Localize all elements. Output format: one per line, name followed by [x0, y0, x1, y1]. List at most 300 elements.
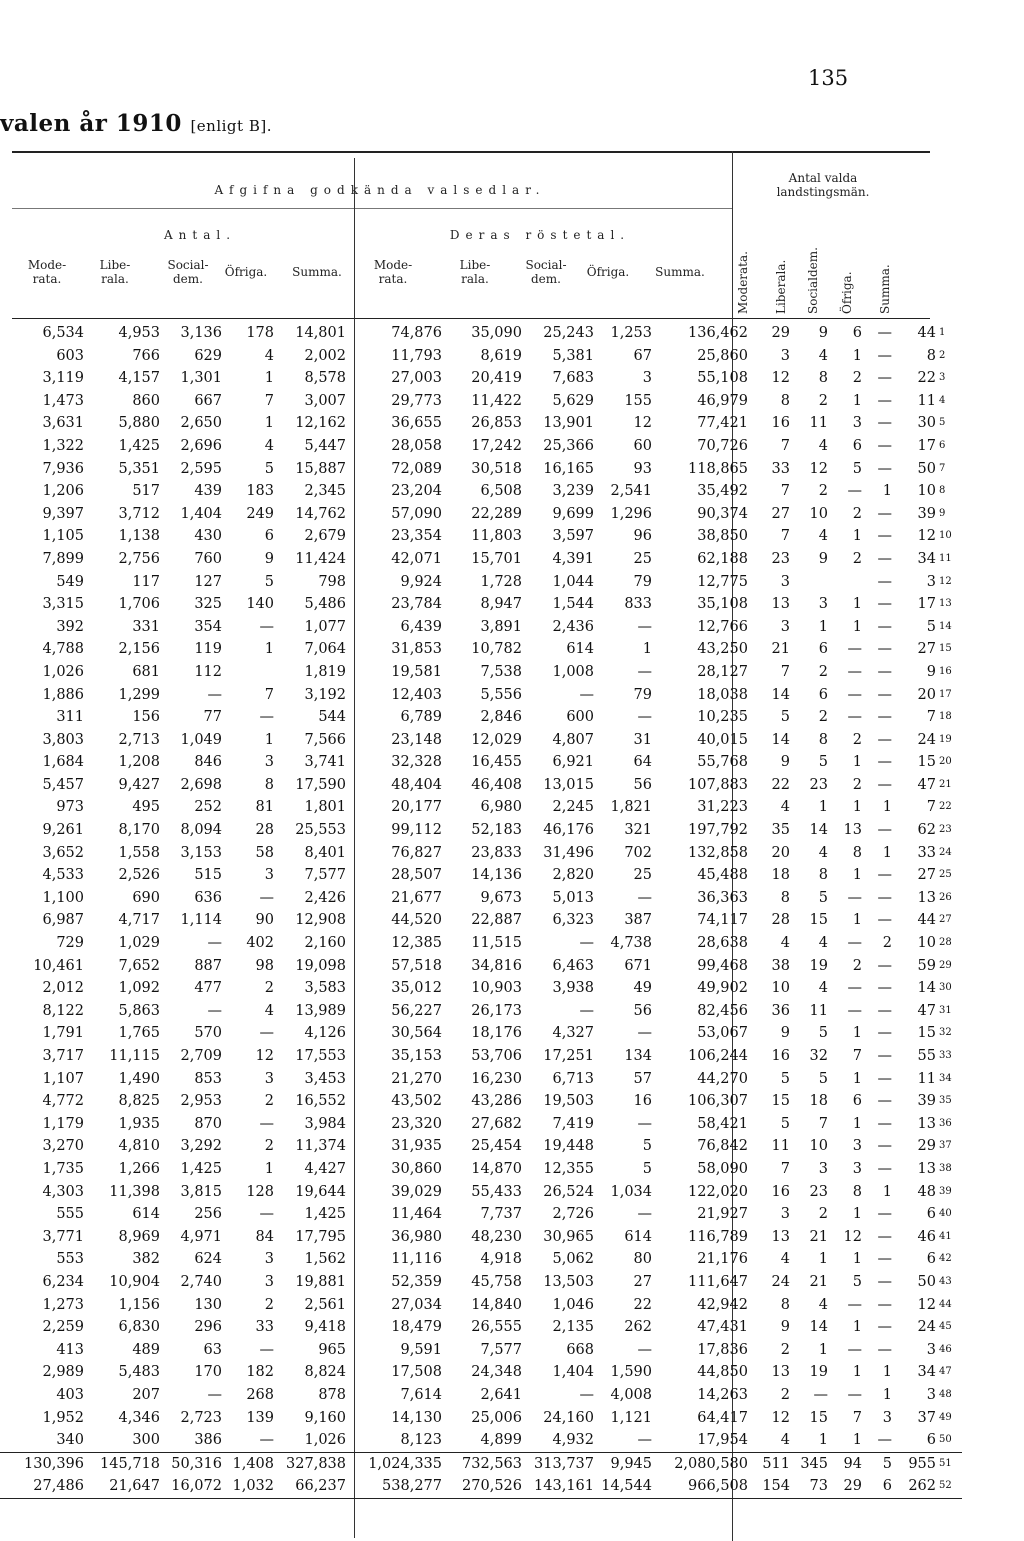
table-cell: 3,803 [42, 731, 84, 748]
table-cell: 1,299 [118, 686, 160, 703]
table-cell: 4 [818, 528, 828, 545]
table-cell: — [637, 618, 652, 635]
table-cell: 15 [917, 1025, 936, 1042]
table-cell: 55 [917, 1048, 936, 1064]
table-cell: 21 [809, 1273, 828, 1290]
row-number: 28 [939, 937, 952, 949]
row-number: 13 [939, 598, 952, 610]
table-cell: 48,230 [471, 1228, 522, 1245]
table-cell: 35,153 [391, 1048, 442, 1064]
table-cell: 27 [771, 505, 790, 522]
table-cell: 311 [56, 709, 84, 726]
table-cell: — [847, 1386, 862, 1403]
table-cell: 96 [633, 528, 652, 545]
table-cell: 2 [818, 483, 828, 500]
table-cell: — [877, 1273, 892, 1290]
table-cell: 23,204 [391, 483, 442, 500]
table-cell: 3 [264, 1251, 274, 1268]
table-cell: 46,408 [471, 776, 522, 793]
row-number: 49 [939, 1411, 952, 1423]
table-cell: 9 [818, 325, 828, 341]
table-cell: 1 [852, 912, 862, 929]
table-cell: 7,419 [552, 1115, 594, 1132]
table-cell: 2,846 [480, 709, 522, 726]
table-cell: 8,824 [304, 1364, 346, 1381]
table-cell: 1,208 [118, 754, 160, 771]
table-cell: 668 [566, 1341, 594, 1358]
table-cell: — [877, 1160, 892, 1177]
table-cell: 8 [818, 731, 828, 748]
table-cell: 143,161 [522, 1475, 594, 1498]
table-cell: 331 [132, 618, 160, 635]
table-cell: 3 [882, 1409, 892, 1426]
table-cell: 12,029 [471, 731, 522, 748]
table-row [0, 1203, 962, 1226]
table-cell: 38,850 [697, 528, 748, 545]
table-cell: 4 [780, 935, 790, 952]
header-votes: Deras röstetal. [449, 228, 631, 242]
table-cell: 1,034 [610, 1183, 652, 1200]
table-cell: 2,723 [180, 1409, 222, 1426]
table-cell: 32,328 [391, 754, 442, 771]
table-cell: 1 [882, 483, 892, 500]
table-cell: 3 [780, 573, 790, 590]
table-cell: 73 [790, 1475, 828, 1498]
table-cell: 4 [264, 437, 274, 454]
table-cell: 955 [892, 1452, 936, 1475]
table-cell: 3,741 [304, 754, 346, 771]
table-row [0, 638, 962, 661]
table-cell: 690 [132, 889, 160, 906]
table-cell: 22,887 [471, 912, 522, 929]
table-cell: 760 [194, 550, 222, 567]
table-cell: 2,726 [552, 1206, 594, 1223]
table-cell: 47 [917, 1002, 936, 1019]
table-cell: 18 [809, 1093, 828, 1110]
table-cell: 14,801 [295, 325, 346, 341]
election-table [0, 322, 962, 1499]
table-cell: 112 [194, 663, 222, 680]
row-number: 34 [939, 1072, 952, 1084]
table-cell: 1 [852, 1364, 862, 1381]
table-cell: 7,577 [304, 867, 346, 884]
table-cell: 4 [818, 1296, 828, 1313]
votes-col-4: Öfriga. [586, 265, 630, 279]
table-cell: 25,243 [543, 325, 594, 341]
row-number: 15 [939, 643, 952, 655]
table-cell: 11,398 [109, 1183, 160, 1200]
table-cell: 729 [56, 935, 84, 952]
table-cell: 1 [818, 1341, 828, 1358]
table-cell: 8 [852, 1183, 862, 1200]
table-cell: 354 [194, 618, 222, 635]
table-cell: 16 [771, 415, 790, 432]
table-cell: — [877, 980, 892, 997]
row-number: 18 [939, 711, 952, 723]
table-cell: 11,115 [109, 1048, 160, 1064]
table-cell: 23 [771, 550, 790, 567]
table-cell: 1 [852, 596, 862, 613]
table-cell: — [877, 347, 892, 364]
table-cell: 98 [255, 957, 274, 974]
table-cell: — [637, 1206, 652, 1223]
table-cell: 5 [264, 460, 274, 477]
table-cell: 7 [852, 1409, 862, 1426]
table-cell: 2,709 [180, 1048, 222, 1064]
table-cell: 8,123 [400, 1432, 442, 1449]
table-row [0, 684, 962, 707]
top-rule [12, 151, 930, 153]
table-cell: 5 [852, 460, 862, 477]
table-cell: 603 [56, 347, 84, 364]
table-cell: 544 [318, 709, 346, 726]
table-cell: 27 [917, 867, 936, 884]
table-cell: 12,162 [295, 415, 346, 432]
table-row [0, 1248, 962, 1271]
table-cell: 34 [917, 1364, 936, 1381]
table-cell: 25 [633, 867, 652, 884]
table-cell: 3 [264, 1273, 274, 1290]
row-number: 25 [939, 869, 952, 881]
table-cell: 106,307 [688, 1093, 748, 1110]
table-cell: — [579, 1002, 594, 1019]
table-cell: 70,726 [697, 437, 748, 454]
table-cell: 614 [566, 641, 594, 658]
table-cell: 12 [633, 415, 652, 432]
table-cell: 27,034 [391, 1296, 442, 1313]
row-number: 14 [939, 620, 952, 632]
table-cell: 2,259 [42, 1319, 84, 1336]
table-cell: 1,408 [222, 1452, 274, 1475]
table-cell: 2,436 [552, 618, 594, 635]
table-cell: 39,029 [391, 1183, 442, 1200]
table-cell: 10,782 [471, 641, 522, 658]
table-cell: 9,673 [480, 889, 522, 906]
table-cell: 966,508 [652, 1475, 752, 1498]
table-cell: 3,652 [42, 844, 84, 861]
table-cell: — [847, 709, 862, 726]
table-cell: 15 [809, 1409, 828, 1426]
table-cell: 127 [194, 573, 222, 590]
table-cell: 7,064 [304, 641, 346, 658]
table-cell: 4 [818, 980, 828, 997]
row-number: 8 [939, 485, 946, 497]
table-row [0, 345, 962, 368]
table-cell: 2,156 [118, 641, 160, 658]
table-cell: 6,830 [118, 1319, 160, 1336]
table-cell: 6 [926, 1251, 936, 1268]
row-number: 21 [939, 778, 952, 790]
table-row [0, 909, 962, 932]
table-cell: — [637, 1341, 652, 1358]
table-cell: 3,007 [304, 392, 346, 409]
table-cell: 1 [852, 799, 862, 816]
table-cell: 1 [852, 1206, 862, 1223]
table-cell: 53,706 [471, 1048, 522, 1064]
table-cell: 667 [194, 392, 222, 409]
table-row [0, 955, 962, 978]
table-cell: — [877, 686, 892, 703]
table-cell: 7 [926, 799, 936, 816]
table-cell: 4,772 [42, 1093, 84, 1110]
table-cell: 42,071 [391, 550, 442, 567]
table-cell: 9,591 [400, 1341, 442, 1358]
table-cell: 11,464 [391, 1206, 442, 1223]
table-cell: 136,462 [688, 325, 748, 341]
table-cell: — [877, 957, 892, 974]
table-cell: 154 [752, 1475, 790, 1498]
table-cell: 7,577 [480, 1341, 522, 1358]
table-cell: — [847, 483, 862, 500]
table-row [0, 525, 962, 548]
table-cell: 1 [264, 731, 274, 748]
table-cell: 1,032 [222, 1475, 274, 1498]
row-number: 32 [939, 1027, 952, 1039]
table-cell: 35,108 [697, 596, 748, 613]
table-cell: 1,121 [610, 1409, 652, 1426]
table-cell: 82,456 [697, 1002, 748, 1019]
table-cell: 2 [818, 1206, 828, 1223]
table-cell: 21,270 [391, 1070, 442, 1087]
table-row [0, 1090, 962, 1113]
row-number: 36 [939, 1117, 952, 1129]
table-cell: 16,165 [543, 460, 594, 477]
table-body [0, 322, 962, 1498]
table-cell: 965 [318, 1341, 346, 1358]
table-cell: — [637, 663, 652, 680]
header-count: Antal. [163, 228, 237, 242]
table-cell: 8 [852, 844, 862, 861]
table-cell: 18,038 [697, 686, 748, 703]
table-cell: 23,148 [391, 731, 442, 748]
table-cell: 13 [771, 1228, 790, 1245]
table-cell: 430 [194, 528, 222, 545]
table-cell: — [847, 980, 862, 997]
table-cell: 28,127 [697, 663, 748, 680]
table-row [0, 932, 962, 955]
table-cell: 629 [194, 347, 222, 364]
table-cell: 10 [917, 935, 936, 952]
table-cell: 1,253 [610, 325, 652, 341]
table-cell: 21 [809, 1228, 828, 1245]
table-cell: 321 [624, 822, 652, 839]
table-cell: 1,008 [552, 663, 594, 680]
table-cell: 140 [246, 596, 274, 613]
row-number: 39 [939, 1185, 952, 1197]
row-number: 3 [939, 372, 946, 384]
table-cell: 17 [917, 596, 936, 613]
table-cell: 2,012 [42, 980, 84, 997]
table-cell: 39 [917, 505, 936, 522]
table-cell: 2,820 [552, 867, 594, 884]
table-cell: 80 [633, 1251, 652, 1268]
table-cell: 17,242 [471, 437, 522, 454]
table-cell: 517 [132, 483, 160, 500]
table-row [0, 616, 962, 639]
table-cell: 31 [633, 731, 652, 748]
row-number: 50 [939, 1434, 952, 1446]
table-row [0, 571, 962, 594]
table-cell: 798 [318, 573, 346, 590]
table-cell: 20 [771, 844, 790, 861]
table-cell: 8,947 [480, 596, 522, 613]
table-cell: 50 [917, 460, 936, 477]
table-cell: 12,775 [697, 573, 748, 590]
table-cell: — [877, 754, 892, 771]
table-cell: 2 [852, 370, 862, 387]
table-cell: 2 [818, 709, 828, 726]
page-number: 135 [808, 66, 849, 90]
table-cell: — [579, 1386, 594, 1403]
table-cell: 9 [780, 1319, 790, 1336]
table-cell: 10 [917, 483, 936, 500]
table-cell: 56,227 [391, 1002, 442, 1019]
table-cell: 10 [809, 1138, 828, 1155]
table-cell: 5 [780, 1115, 790, 1132]
table-cell: 5,447 [304, 437, 346, 454]
table-cell: 6 [926, 1206, 936, 1223]
table-cell: — [259, 1432, 274, 1449]
table-cell: 11 [809, 1002, 828, 1019]
table-cell: 6,323 [552, 912, 594, 929]
table-cell: 26,555 [471, 1319, 522, 1336]
table-cell: 27 [917, 641, 936, 658]
table-cell: 119 [194, 641, 222, 658]
table-cell: 30,965 [543, 1228, 594, 1245]
table-cell: 74,117 [697, 912, 748, 929]
row-number: 10 [939, 530, 952, 542]
table-cell: 12 [255, 1048, 274, 1064]
table-cell: 67 [633, 347, 652, 364]
table-cell: 11,422 [471, 392, 522, 409]
table-cell: 5,556 [480, 686, 522, 703]
table-cell: 624 [194, 1251, 222, 1268]
table-cell: 7,614 [400, 1386, 442, 1403]
table-cell: 25,006 [471, 1409, 522, 1426]
table-cell: 833 [624, 596, 652, 613]
table-cell: 5,351 [118, 460, 160, 477]
row-number: 12 [939, 575, 952, 587]
table-cell: 2,679 [304, 528, 346, 545]
table-cell: 49,902 [697, 980, 748, 997]
table-cell: 38 [771, 957, 790, 974]
elected-col-2: Liberala. [774, 259, 788, 314]
table-cell: 1,728 [480, 573, 522, 590]
table-cell: 5 [926, 618, 936, 635]
table-cell: 7,652 [118, 957, 160, 974]
table-cell: 2 [818, 392, 828, 409]
table-cell: 1,791 [42, 1025, 84, 1042]
table-cell: 22,289 [471, 505, 522, 522]
table-cell: 58,421 [697, 1115, 748, 1132]
row-number: 29 [939, 959, 952, 971]
table-cell: 7 [818, 1115, 828, 1132]
table-cell: 4 [818, 935, 828, 952]
table-cell: 5 [852, 1273, 862, 1290]
table-cell: 1,100 [42, 889, 84, 906]
table-cell: 13 [917, 1160, 936, 1177]
table-cell: 77 [203, 709, 222, 726]
table-cell: 22 [917, 370, 936, 387]
table-cell: 32 [809, 1048, 828, 1064]
table-cell: — [207, 1002, 222, 1019]
table-cell: 55,108 [697, 370, 748, 387]
elected-col-4: Öfriga. [840, 271, 854, 314]
table-cell: 2 [264, 1138, 274, 1155]
table-cell: — [847, 1296, 862, 1313]
table-cell: 3,717 [42, 1048, 84, 1064]
table-cell: 7,936 [42, 460, 84, 477]
table-cell: 511 [752, 1452, 790, 1475]
table-cell: 28 [255, 822, 274, 839]
table-row [0, 887, 962, 910]
table-cell: 14 [771, 686, 790, 703]
table-cell: 29 [828, 1475, 862, 1498]
table-cell: 48,404 [391, 776, 442, 793]
table-cell: 1 [852, 1025, 862, 1042]
table-cell: 10 [771, 980, 790, 997]
table-cell: 327,838 [274, 1452, 350, 1475]
table-cell: 6,534 [42, 325, 84, 341]
table-row [0, 1271, 962, 1294]
table-cell: 1 [882, 844, 892, 861]
table-cell: 5 [818, 1070, 828, 1087]
table-cell: 16,455 [471, 754, 522, 771]
table-cell: 28,507 [391, 867, 442, 884]
table-cell: — [877, 1025, 892, 1042]
table-cell: 3,239 [552, 483, 594, 500]
table-cell: 182 [246, 1364, 274, 1381]
table-cell: 3 [818, 596, 828, 613]
table-row [0, 1361, 962, 1384]
table-cell: 9 [818, 550, 828, 567]
votes-col-2: Libe-rala. [459, 258, 491, 286]
table-cell: 9,418 [304, 1319, 346, 1336]
table-row [0, 548, 962, 571]
table-cell: 6,789 [400, 709, 442, 726]
table-cell: — [847, 889, 862, 906]
table-cell: 2 [264, 1093, 274, 1110]
table-cell: 5,483 [118, 1364, 160, 1381]
table-cell: 2,740 [180, 1273, 222, 1290]
table-cell: 3 [780, 1206, 790, 1223]
table-cell: 24,348 [471, 1364, 522, 1381]
table-cell: 2 [264, 980, 274, 997]
table-cell: 1,138 [118, 528, 160, 545]
table-cell: 122,020 [688, 1183, 748, 1200]
table-cell: 7 [780, 437, 790, 454]
table-cell: 2 [882, 935, 892, 952]
table-cell: 12,908 [295, 912, 346, 929]
count-col-5: Summa. [292, 265, 342, 279]
table-cell: 1 [264, 641, 274, 658]
table-cell: 4,327 [552, 1025, 594, 1042]
table-cell: 3,136 [180, 325, 222, 341]
table-cell: 6 [852, 437, 862, 454]
table-cell: — [813, 1386, 828, 1403]
table-cell: — [259, 1341, 274, 1358]
table-cell: 13 [843, 822, 862, 839]
table-cell: 134 [624, 1048, 652, 1064]
table-cell: 7,538 [480, 663, 522, 680]
table-cell: 62 [917, 822, 936, 839]
table-row [0, 1407, 962, 1430]
table-cell: 44,850 [697, 1364, 748, 1381]
table-cell: 13 [917, 1115, 936, 1132]
table-cell: 8,969 [118, 1228, 160, 1245]
table-cell: — [259, 709, 274, 726]
row-number: 46 [939, 1343, 952, 1355]
